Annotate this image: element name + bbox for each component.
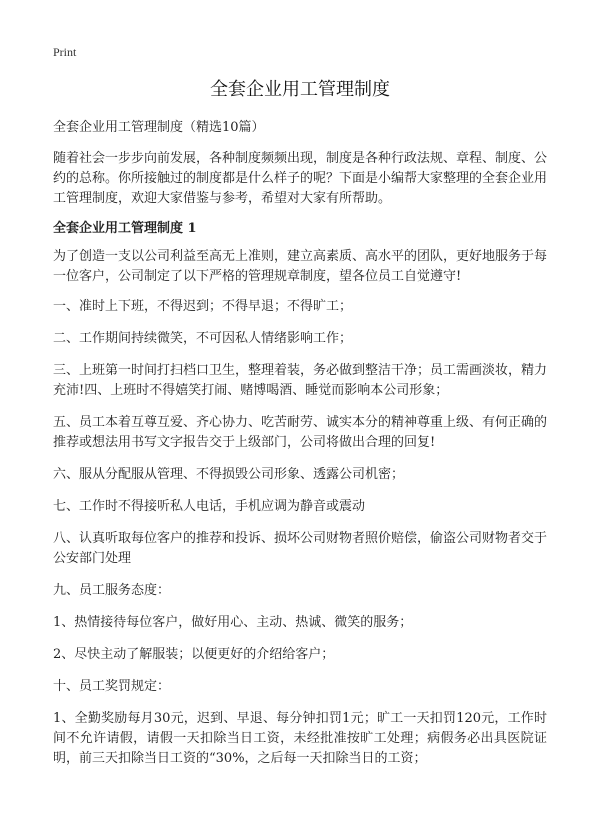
rule-subitem-9-2: 2、尽快主动了解服装；以便更好的介绍给客户； bbox=[53, 647, 335, 662]
rule-item-1: 一、准时上下班，不得迟到；不得早退；不得旷工； bbox=[53, 299, 353, 314]
rule-subitem-9-1: 1、热情接待每位客户，做好用心、主动、热诚、微笑的服务； bbox=[53, 615, 413, 630]
intro-paragraph: 随着社会一步步向前发展，各种制度频频出现，制度是各种行政法规、章程、制度、公约的总称。你所接触过的制度都是什么样子的呢？下面是小编帮大家整理的全套企业用工管理制度，欢迎大家借鉴与参考，希望对大家有所帮助。 bbox=[53, 151, 548, 206]
page-title: 全套企业用工管理制度 bbox=[210, 79, 390, 100]
document-subtitle: 全套企业用工管理制度（精选10篇） bbox=[53, 120, 265, 135]
rule-item-2: 二、工作期间持续微笑，不可因私人情绪影响工作； bbox=[53, 331, 353, 346]
rule-item-3: 三、上班第一时间打扫档口卫生，整理着装，务必做到整洁干净；员工需画淡妆，精力充沛!四、上班时不得嬉笑打闹、赌博喝酒、睡觉而影响本公司形象； bbox=[53, 363, 548, 398]
rule-item-6: 六、服从分配服从管理、不得损毁公司形象、透露公司机密； bbox=[53, 467, 405, 482]
rule-item-7: 七、工作时不得接听私人电话，手机应调为静音或震动 bbox=[53, 499, 366, 514]
section-intro-paragraph: 为了创造一支以公司利益至高无上准则，建立高素质、高水平的团队，更好地服务于每一位客户，公司制定了以下严格的管理规章制度，望各位员工自觉遵守! bbox=[53, 249, 548, 284]
rule-item-9: 九、员工服务态度： bbox=[53, 583, 171, 598]
rule-item-8: 八、认真听取每位客户的推荐和投诉、损坏公司财物者照价赔偿，偷盗公司财物者交于公安部门处理 bbox=[53, 531, 548, 566]
rule-item-5: 五、员工本着互尊互爱、齐心协力、吃苦耐劳、诚实本分的精神尊重上级、有何正确的推荐或想法用书写文字报告交于上级部门，公司将做出合理的回复! bbox=[53, 415, 548, 450]
rules-list bbox=[53, 297, 547, 769]
rule-item-10: 十、员工奖罚规定： bbox=[53, 679, 171, 694]
print-link[interactable]: Print bbox=[53, 45, 77, 59]
section-heading: 全套企业用工管理制度 1 bbox=[53, 221, 197, 236]
rule-subitem-10-1: 1、全勤奖励每月30元，迟到、早退、每分钟扣罚1元；旷工一天扣罚120元，工作时间不允许请假，请假一天扣除当日工资，未经批准按旷工处理；病假务必出具医院证明，前三天扣除当日工资的“30%，之后每一天扣除当日的工资； bbox=[53, 711, 547, 766]
